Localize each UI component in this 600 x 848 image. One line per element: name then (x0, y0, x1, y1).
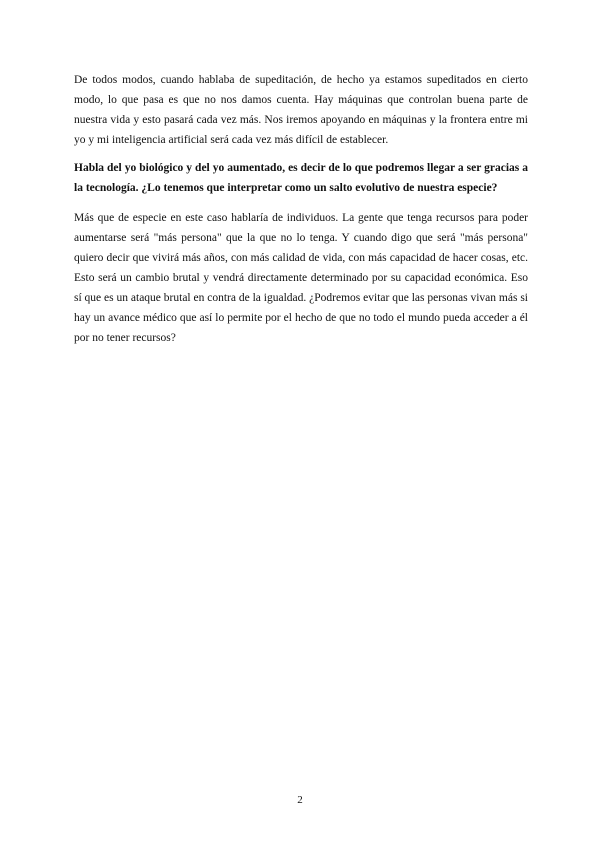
page-number: 2 (297, 794, 303, 806)
interview-question: Habla del yo biológico y del yo aumentado, es decir de lo que podremos llegar a ser gracias a la tecnología. ¿Lo tenemos que interpretar como un salto evolutivo de nuestra especie? (74, 162, 528, 194)
body-paragraph-intro: De todos modos, cuando hablaba de supeditación, de hecho ya estamos supeditados en cierto modo, lo que pasa es que no nos damos cuenta. Hay máquinas que controlan buena parte de nuestra vida y esto pasará cada vez más. Nos iremos apoyando en máquinas y la frontera entre mi yo y mi inteligencia artificial será cada vez más difícil de establecer. (74, 74, 528, 146)
page-content (74, 70, 528, 348)
interview-answer: Más que de especie en este caso hablaría de individuos. La gente que tenga recursos para poder aumentarse será "más persona" que la que no lo tenga. Y cuando digo que será "más persona" quiero decir que vivirá más años, con más calidad de vida, con más capacidad de hacer cosas, etc. Esto será un cambio brutal y vendrá directamente determinado por su capacidad económica. Eso sí que es un ataque brutal en contra de la igualdad. ¿Podremos evitar que las personas vivan más si hay un avance médico que así lo permite por el hecho de que no todo el mundo pueda acceder a él por no tener recursos? (74, 212, 528, 344)
